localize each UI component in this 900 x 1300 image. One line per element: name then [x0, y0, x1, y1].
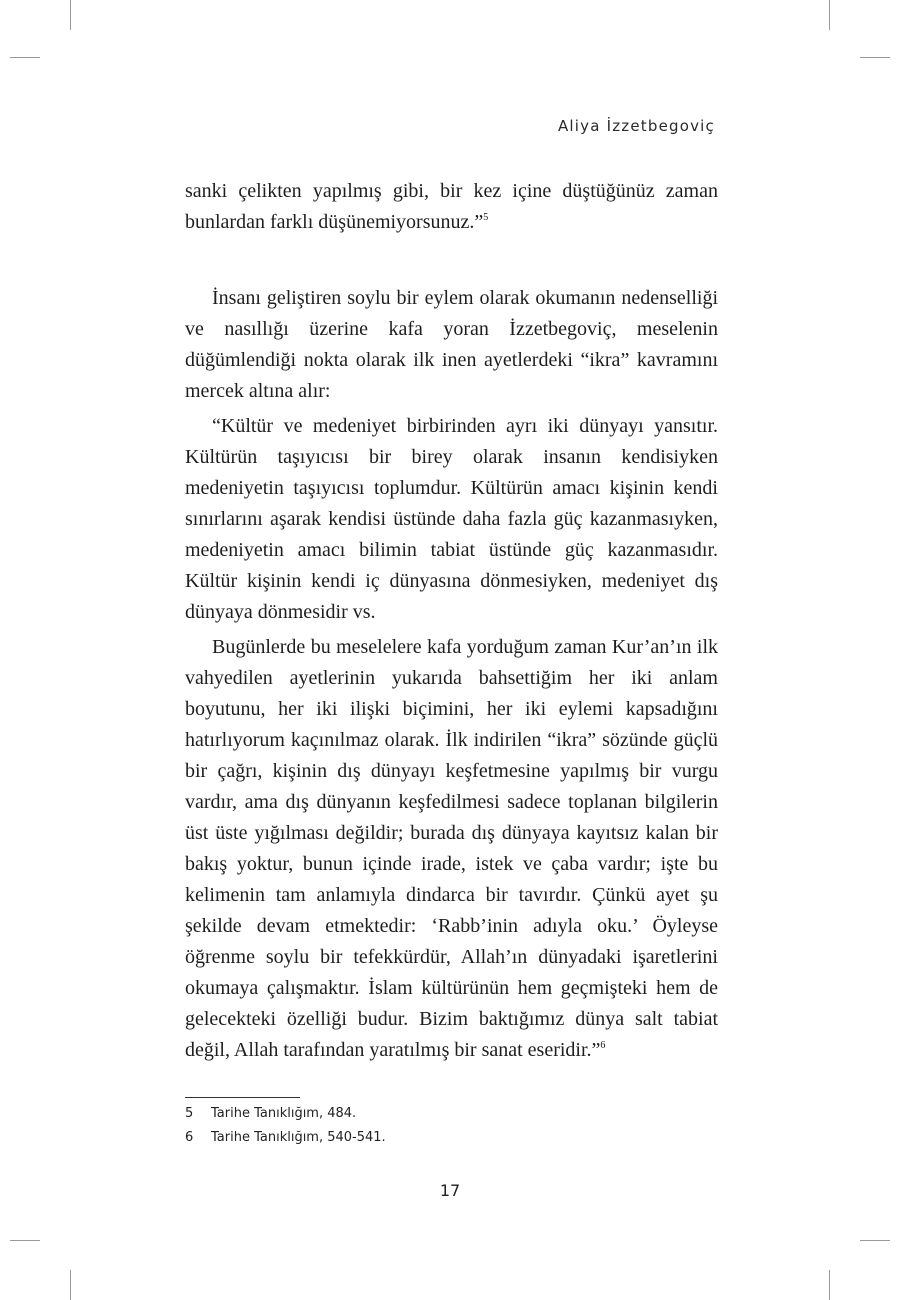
page-number: 17: [439, 1181, 461, 1200]
crop-mark: [10, 1240, 40, 1241]
crop-mark: [860, 57, 890, 58]
footnote-number: 5: [185, 1106, 194, 1121]
paragraph-text: Bugünlerde bu meselelere kafa yorduğum zaman Kur’an’ın ilk vahyedilen ayetlerinin yukarıda bahsettiğim her iki anlam boyutunu, her iki ilişki biçimini, her iki eylemi kapsadığını hatırlıyorum kaçınılmaz olarak. İlk indirilen “ikra” sözünde güçlü bir çağrı, kişinin dış dünyayı keşfetmesine yapılmış bir vurgu vardır, ama dış dünyanın keşfedilmesi sadece toplanan bilgilerin üst üste yığılması değildir; burada dış dünyaya kayıtsız kalan bir bakış yoktur, bunun içinde irade, istek ve çaba vardır; işte bu kelimenin tam anlamıyla dindarca bir tavırdır. Çünkü ayet şu şekilde devam etmektedir: ‘Rabb’inin adıyla oku.’ Öyleyse öğrenme soylu bir tefekkürdür, Allah’ın dünyadaki işaretlerini okumaya çalışmaktır. İslam kültürünün hem geçmişteki hem de gelecekteki özelliği budur. Bizim baktığımız dünya salt tabiat değil, Allah tarafından yaratılmış bir sanat eseridir.”: [185, 636, 718, 1061]
footnote: [185, 1102, 386, 1126]
paragraph: İnsanı geliştiren soylu bir eylem olarak okumanın nedenselliği ve nasıllığı üzerine kafa yoran İzzetbegoviç, meselenin düğümlendiği nokta olarak ilk inen ayetlerdeki “ikra” kavramını mercek altına alır:: [185, 287, 718, 402]
footnote: [185, 1126, 386, 1150]
main-text: [185, 283, 718, 1066]
crop-mark: [829, 0, 830, 30]
continuation-paragraph: [185, 176, 718, 238]
crop-mark: [860, 1240, 890, 1241]
footnote-reference: 5: [483, 212, 489, 223]
crop-mark: [70, 0, 71, 30]
paragraph-text: sanki çelikten yapılmış gibi, bir kez içine düştüğünüz zaman bunlardan farklı düşünemiyorsunuz.”: [185, 180, 718, 233]
crop-mark: [70, 1270, 71, 1300]
running-title: Aliya İzzetbegoviç: [557, 117, 715, 135]
footnote-reference: 6: [600, 1040, 606, 1051]
footnote-divider: [185, 1097, 300, 1098]
footnotes: [185, 1102, 386, 1150]
crop-mark: [10, 57, 40, 58]
quote-paragraph: “Kültür ve medeniyet birbirinden ayrı iki dünyayı yansıtır. Kültürün taşıyıcısı bir birey olarak insanın kendisiyken medeniyetin taşıyıcısı toplumdur. Kültürün amacı kişinin kendi sınırlarını aşarak kendisi üstünde daha fazla güç kazanmasıyken, medeniyetin amacı bilimin tabiat üstünde güç kazanmasıdır. Kültür kişinin kendi iç dünyasına dönmesiyken, medeniyet dış dünyaya dönmesidir vs.: [185, 415, 718, 623]
footnote-number: 6: [185, 1130, 194, 1145]
quote-paragraph: [185, 632, 718, 1066]
crop-mark: [829, 1270, 830, 1300]
footnote-text: Tarihe Tanıklığım, 540-541.: [211, 1130, 386, 1145]
footnote-text: Tarihe Tanıklığım, 484.: [211, 1106, 357, 1121]
